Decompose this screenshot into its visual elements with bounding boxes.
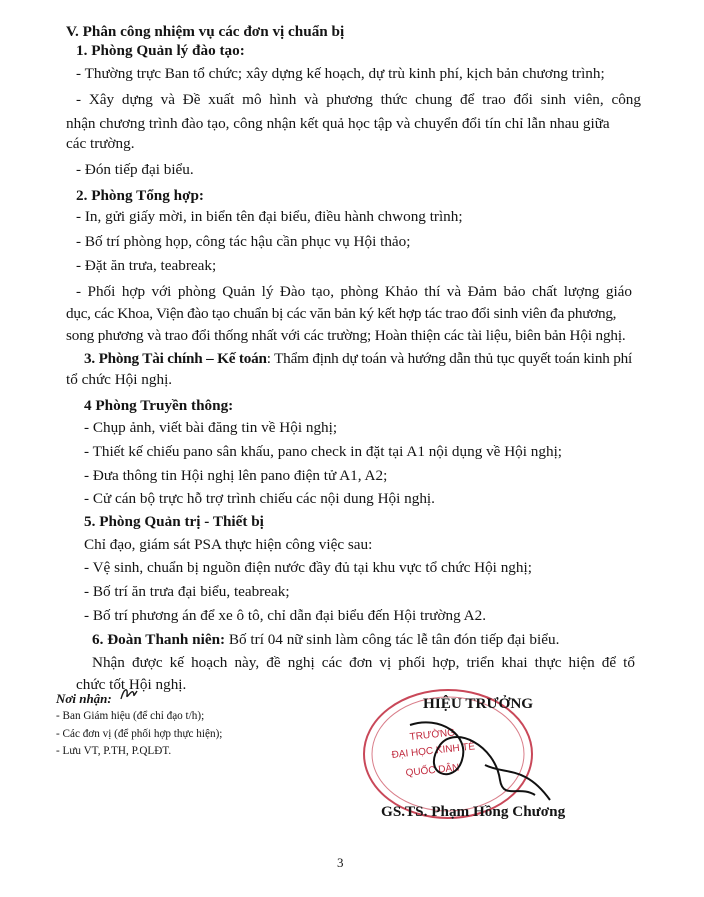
- unit-3-line: [84, 349, 632, 369]
- unit-5-line: - Bố trí phương án để xe ô tô, chỉ dẫn đại biểu đến Hội trường A2.: [84, 607, 487, 624]
- page-number: 3: [337, 855, 344, 870]
- seal-line: TRƯỜNG: [409, 727, 456, 743]
- unit-5-line: - Bố trí ăn trưa đại biểu, teabreak;: [84, 583, 290, 600]
- section-title: V. Phân công nhiệm vụ các đơn vị chuẩn bị: [66, 23, 345, 40]
- unit-2-line: dục, các Khoa, Viện đào tạo chuẩn bị các văn bản ký kết hợp tác trao đổi sinh viên đa phương,: [66, 305, 617, 322]
- recipient-item: - Lưu VT, P.TH, P.QLĐT.: [56, 745, 172, 757]
- unit-5-line: Chỉ đạo, giám sát PSA thực hiện công việc sau:: [84, 536, 373, 553]
- unit-3-line: tổ chức Hội nghị.: [66, 371, 173, 388]
- unit-4-line: - Đưa thông tin Hội nghị lên pano điện tử A1, A2;: [84, 467, 388, 484]
- initials-mark-icon: [119, 685, 141, 703]
- unit-6-line: [92, 630, 559, 650]
- recipient-item: - Ban Giám hiệu (để chỉ đạo t/h);: [56, 710, 205, 722]
- unit-2-line: - Bố trí phòng họp, công tác hậu cần phục vụ Hội thảo;: [76, 233, 411, 250]
- unit-4-line: - Cử cán bộ trực hỗ trợ trình chiếu các nội dung Hội nghị.: [84, 490, 435, 507]
- unit-4-line: - Thiết kế chiếu pano sân khấu, pano check in đặt tại A1 nội dụng về Hội nghị;: [84, 443, 563, 460]
- unit-5-heading: 5. Phòng Quản trị - Thiết bị: [84, 513, 264, 530]
- unit-4-heading: 4 Phòng Truyền thông:: [84, 397, 234, 414]
- unit-1-heading: 1. Phòng Quản lý đào tạo:: [76, 42, 245, 59]
- unit-3-inline-text: : Thẩm định dự toán và hướng dẫn thủ tục quyết toán kinh phí: [266, 350, 633, 367]
- unit-1-line: - Đón tiếp đại biểu.: [76, 161, 194, 178]
- unit-6-inline-text: Bố trí 04 nữ sinh làm công tác lễ tân đón tiếp đại biểu.: [225, 631, 560, 648]
- unit-4-line: - Chụp ảnh, viết bài đăng tin về Hội nghị;: [84, 419, 338, 436]
- unit-2-line: - Đặt ăn trưa, teabreak;: [76, 257, 217, 274]
- seal-line: QUỐC DÂN: [405, 762, 460, 779]
- seal-line: ĐẠI HỌC KINH TẾ: [391, 741, 476, 761]
- closing-line: Nhận được kế hoạch này, đề nghị các đơn vị phối hợp, triển khai thực hiện để tổ: [92, 654, 635, 671]
- unit-1-line: - Xây dựng và Đề xuất mô hình và phương thức chung để trao đổi sinh viên, công: [76, 91, 641, 108]
- signer-title: HIỆU TRƯỞNG: [423, 695, 534, 712]
- unit-1-line: - Thường trực Ban tổ chức; xây dựng kế hoạch, dự trù kinh phí, kịch bản chương trình;: [76, 65, 605, 82]
- unit-2-heading: 2. Phòng Tổng hợp:: [76, 187, 204, 204]
- unit-2-line: song phương và trao đổi thống nhất với các trường; Hoàn thiện các tài liệu, biên bản Hội nghị.: [66, 327, 626, 344]
- unit-5-line: - Vệ sinh, chuẩn bị nguồn điện nước đầy đủ tại khu vực tổ chức Hội nghị;: [84, 559, 532, 576]
- unit-2-line: - Phối hợp với phòng Quản lý Đào tạo, phòng Khảo thí và Đảm bảo chất lượng giáo: [76, 283, 632, 300]
- unit-1-line: nhận chương trình đào tạo, công nhận kết quả học tập và chuyển đổi tín chỉ lẫn nhau giữa: [66, 115, 610, 132]
- signature-icon: [400, 705, 560, 815]
- unit-2-line: - In, gửi giấy mời, in biển tên đại biểu, điều hành chwong trình;: [76, 208, 463, 225]
- unit-6-heading: 6. Đoàn Thanh niên:: [92, 631, 226, 648]
- closing-line: chức tốt Hội nghị.: [76, 676, 187, 693]
- unit-3-heading: 3. Phòng Tài chính – Kế toán: [84, 350, 267, 367]
- recipient-item: - Các đơn vị (để phối hợp thực hiện);: [56, 728, 223, 740]
- signer-name: GS.TS. Phạm Hồng Chương: [381, 803, 566, 820]
- recipients-label: Nơi nhận:: [56, 691, 112, 706]
- unit-1-line: các trường.: [66, 135, 135, 152]
